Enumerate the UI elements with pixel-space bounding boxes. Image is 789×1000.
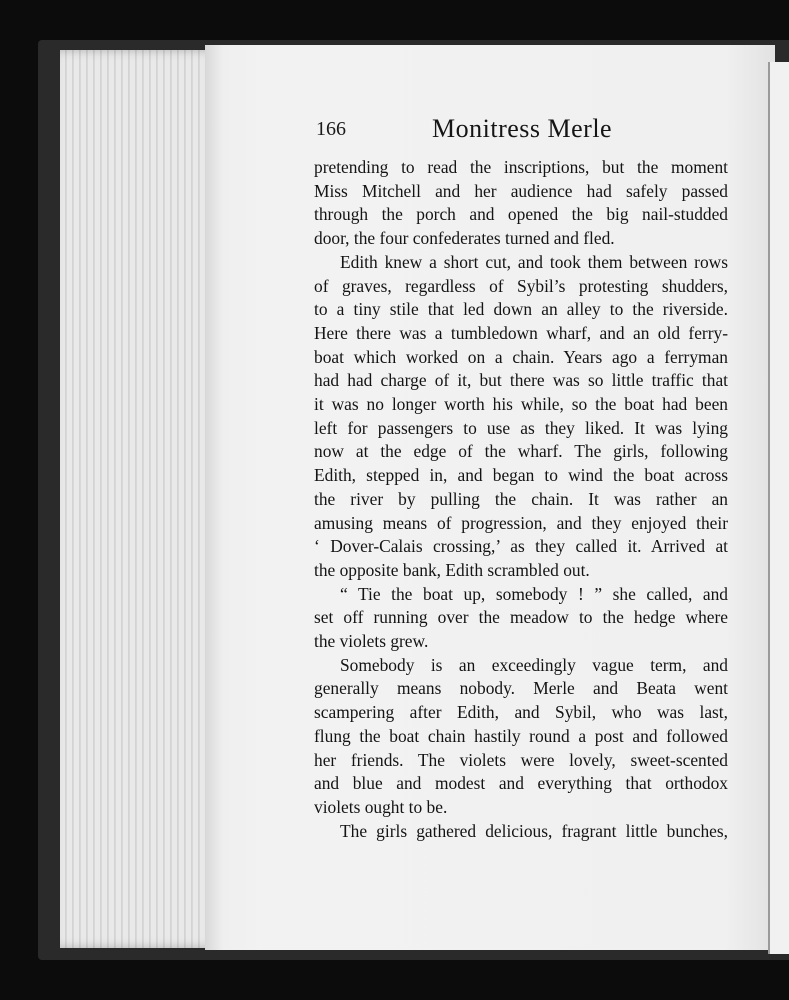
text-line: Edith knew a short cut, and took them between rows — [340, 251, 728, 272]
page-edges — [60, 50, 220, 948]
facing-page-edge — [768, 62, 789, 954]
text-line: violets ought to be. — [314, 796, 448, 817]
text-line: boat which worked on a chain. Years ago a ferryman — [314, 346, 728, 367]
text-line: Miss Mitchell and her audience had safely passed — [314, 180, 728, 201]
text-line: Somebody is an exceedingly vague term, and — [340, 654, 728, 675]
text-line: Here there was a tumbledown wharf, and an old ferry- — [314, 322, 728, 343]
text-line: of graves, regardless of Sybil’s protesting shudders, — [314, 275, 728, 296]
text-line: and blue and modest and everything that orthodox — [314, 773, 728, 794]
text-line: now at the edge of the wharf. The girls, following — [314, 441, 728, 462]
text-line: generally means nobody. Merle and Beata went — [314, 678, 728, 699]
text-line: had had charge of it, but there was so little traffic that — [314, 370, 728, 391]
text-line: scampering after Edith, and Sybil, who was last, — [314, 702, 728, 723]
text-line: door, the four confederates turned and fled. — [314, 228, 615, 249]
text-line: the violets grew. — [314, 631, 429, 652]
text-line: The girls gathered delicious, fragrant little bunches, — [340, 820, 728, 841]
text-line: through the porch and opened the big nail-studded — [314, 204, 728, 225]
text-line: “ Tie the boat up, somebody ! ” she called, and — [340, 583, 728, 604]
text-line: the opposite bank, Edith scrambled out. — [314, 559, 590, 580]
text-line: her friends. The violets were lovely, sweet-scented — [314, 749, 728, 770]
text-line: amusing means of progression, and they enjoyed their — [314, 512, 728, 533]
text-line: it was no longer worth his while, so the boat had been — [314, 394, 728, 415]
text-line: pretending to read the inscriptions, but the moment — [314, 157, 728, 177]
running-title: Monitress Merle — [432, 114, 613, 143]
page-header — [316, 114, 726, 148]
body-text — [314, 156, 728, 843]
text-line: Edith, stepped in, and began to wind the boat across — [314, 465, 728, 486]
text-line: left for passengers to use as they liked. It was lying — [314, 417, 728, 438]
text-line: ‘ Dover-Calais crossing,’ as they called it. Arrived at — [314, 536, 728, 557]
text-line: set off running over the meadow to the hedge where — [314, 607, 728, 628]
page-number: 166 — [316, 118, 346, 140]
text-line: the river by pulling the chain. It was rather an — [314, 488, 728, 509]
text-line: to a tiny stile that led down an alley to the riverside. — [314, 299, 728, 320]
text-line: flung the boat chain hastily round a post and followed — [314, 725, 728, 746]
